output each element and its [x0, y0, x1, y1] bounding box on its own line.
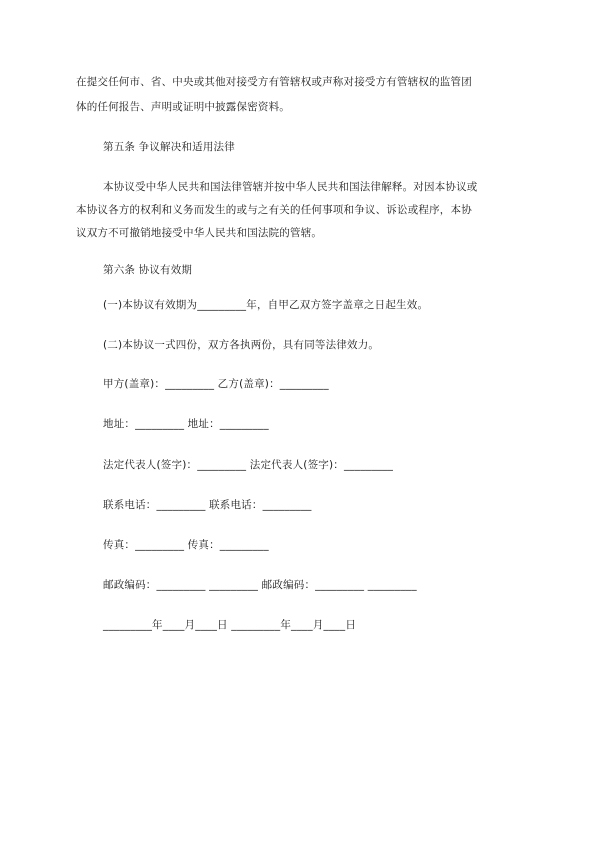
article-5-paragraph-line-3: 议双方不可撤销地接受中华人民共和国法院的管辖。	[76, 227, 323, 239]
article-6-item-1: (一)本协议有效期为_________年，自甲乙双方签字盖章之日起生效。	[103, 299, 429, 311]
article-6-item-2: (二)本协议一式四份，双方各执两份，具有同等法律效力。	[103, 339, 380, 351]
signature-legal-representative: 法定代表人(签字)：_________ 法定代表人(签字)：_________	[103, 459, 394, 471]
intro-paragraph-line-1: 在提交任何市、省、中央或其他对接受方有管辖权或声称对接受方有管辖权的监管团	[76, 76, 472, 88]
signature-fax: 传真：_________ 传真：_________	[103, 539, 269, 551]
article-5-paragraph-line-1: 本协议受中华人民共和国法律管辖并按中华人民共和国法律解释。对因本协议或	[103, 181, 478, 193]
article-5-paragraph-line-2: 本协议各方的权利和义务而发生的或与之有关的任何事项和争议、诉讼或程序，本协	[76, 204, 472, 216]
signature-phone: 联系电话：_________ 联系电话：_________	[103, 499, 312, 511]
signature-postal-code: 邮政编码：_________ _________ 邮政编码：_________ _________	[103, 579, 417, 591]
article-6-heading: 第六条 协议有效期	[103, 264, 193, 276]
signature-parties: 甲方(盖章)：_________ 乙方(盖章)：_________	[103, 378, 329, 390]
intro-paragraph-line-2: 体的任何报告、声明或证明中披露保密资料。	[76, 101, 290, 113]
signature-date: _________年____月____日 _________年____月____日	[103, 619, 357, 631]
signature-address: 地址：_________ 地址：_________	[103, 418, 269, 430]
article-5-heading: 第五条 争议解决和适用法律	[103, 141, 235, 153]
